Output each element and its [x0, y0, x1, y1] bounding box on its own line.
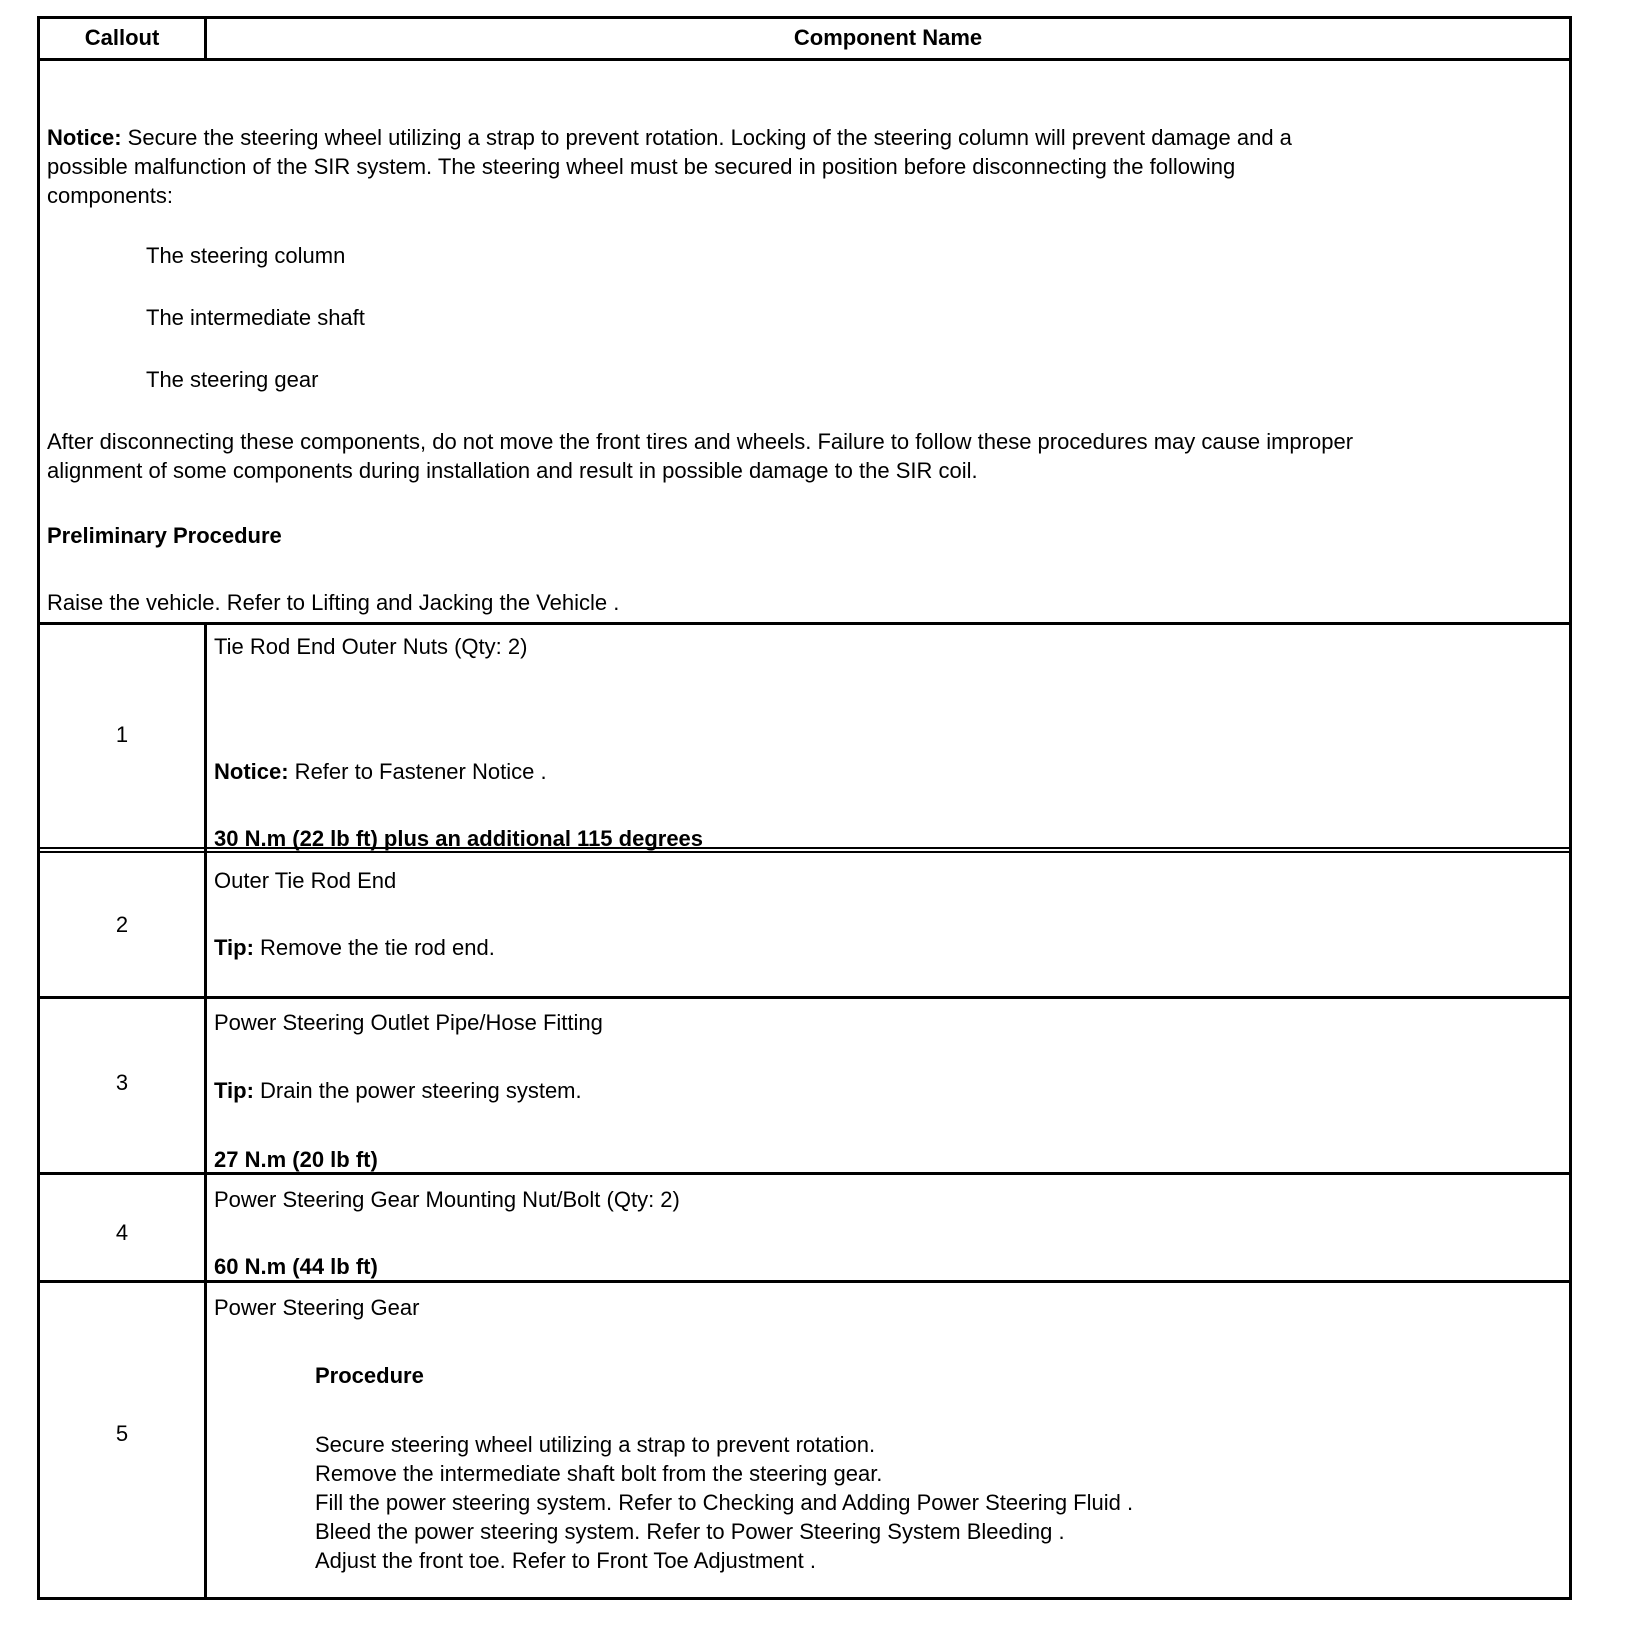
callout-number: 1	[115, 722, 129, 747]
header-callout: Callout	[84, 25, 160, 50]
notice-label: Notice:	[47, 125, 122, 150]
component-table	[37, 16, 1572, 1600]
header-rule	[40, 58, 1569, 61]
procedure-heading: Procedure	[315, 1363, 424, 1388]
intro-rule	[40, 622, 1569, 625]
row-tip	[214, 1077, 582, 1105]
header-component-name: Component Name	[793, 25, 983, 50]
torque-spec: 60 N.m (44 lb ft)	[214, 1254, 378, 1279]
tip-label: Tip:	[214, 1078, 254, 1103]
procedure-step: Fill the power steering system. Refer to Checking and Adding Power Steering Fluid .	[315, 1490, 1134, 1515]
preliminary-heading: Preliminary Procedure	[47, 523, 282, 548]
intro-notice-line2: possible malfunction of the SIR system. The steering wheel must be secured in position before disconnecting the following	[47, 154, 1236, 179]
preliminary-text: Raise the vehicle. Refer to Lifting and Jacking the Vehicle .	[47, 590, 620, 615]
intro-notice-line1	[47, 124, 1292, 152]
intro-item: The steering gear	[146, 367, 319, 392]
torque-spec: 27 N.m (20 lb ft)	[214, 1147, 378, 1172]
intro-after-line2: alignment of some components during installation and result in possible damage to the SIR coil.	[47, 458, 978, 483]
notice-label: Notice:	[214, 759, 289, 784]
procedure-step: Remove the intermediate shaft bolt from the steering gear.	[315, 1461, 883, 1486]
tip-text: Remove the tie rod end.	[253, 935, 495, 960]
procedure-step: Bleed the power steering system. Refer to Power Steering System Bleeding .	[315, 1519, 1065, 1544]
callout-number: 4	[115, 1220, 129, 1245]
component-name: Outer Tie Rod End	[214, 868, 397, 893]
torque-spec: 30 N.m (22 lb ft) plus an additional 115 degrees	[214, 826, 704, 851]
component-name: Power Steering Outlet Pipe/Hose Fitting	[214, 1010, 603, 1035]
component-name: Power Steering Gear	[214, 1295, 420, 1320]
callout-number: 2	[115, 912, 129, 937]
tip-text: Drain the power steering system.	[253, 1078, 582, 1103]
row-tip	[214, 934, 495, 962]
intro-item: The intermediate shaft	[146, 305, 365, 330]
row2-rule	[40, 996, 1569, 999]
component-name: Power Steering Gear Mounting Nut/Bolt (Qty: 2)	[214, 1187, 680, 1212]
callout-number: 3	[115, 1070, 129, 1095]
notice-text: Secure the steering wheel utilizing a strap to prevent rotation. Locking of the steering column will prevent damage and a	[121, 125, 1292, 150]
procedure-step: Secure steering wheel utilizing a strap to prevent rotation.	[315, 1432, 876, 1457]
tip-label: Tip:	[214, 935, 254, 960]
component-name: Tie Rod End Outer Nuts (Qty: 2)	[214, 634, 528, 659]
column-divider-rows	[204, 622, 207, 1600]
callout-number: 5	[115, 1421, 129, 1446]
notice-text: Refer to Fastener Notice .	[288, 759, 547, 784]
row-notice	[214, 758, 547, 786]
intro-after-line1: After disconnecting these components, do not move the front tires and wheels. Failure to follow these procedures may cause improper	[47, 429, 1354, 454]
intro-notice-line3: components:	[47, 183, 173, 208]
intro-item: The steering column	[146, 243, 346, 268]
procedure-step: Adjust the front toe. Refer to Front Toe Adjustment .	[315, 1548, 816, 1573]
